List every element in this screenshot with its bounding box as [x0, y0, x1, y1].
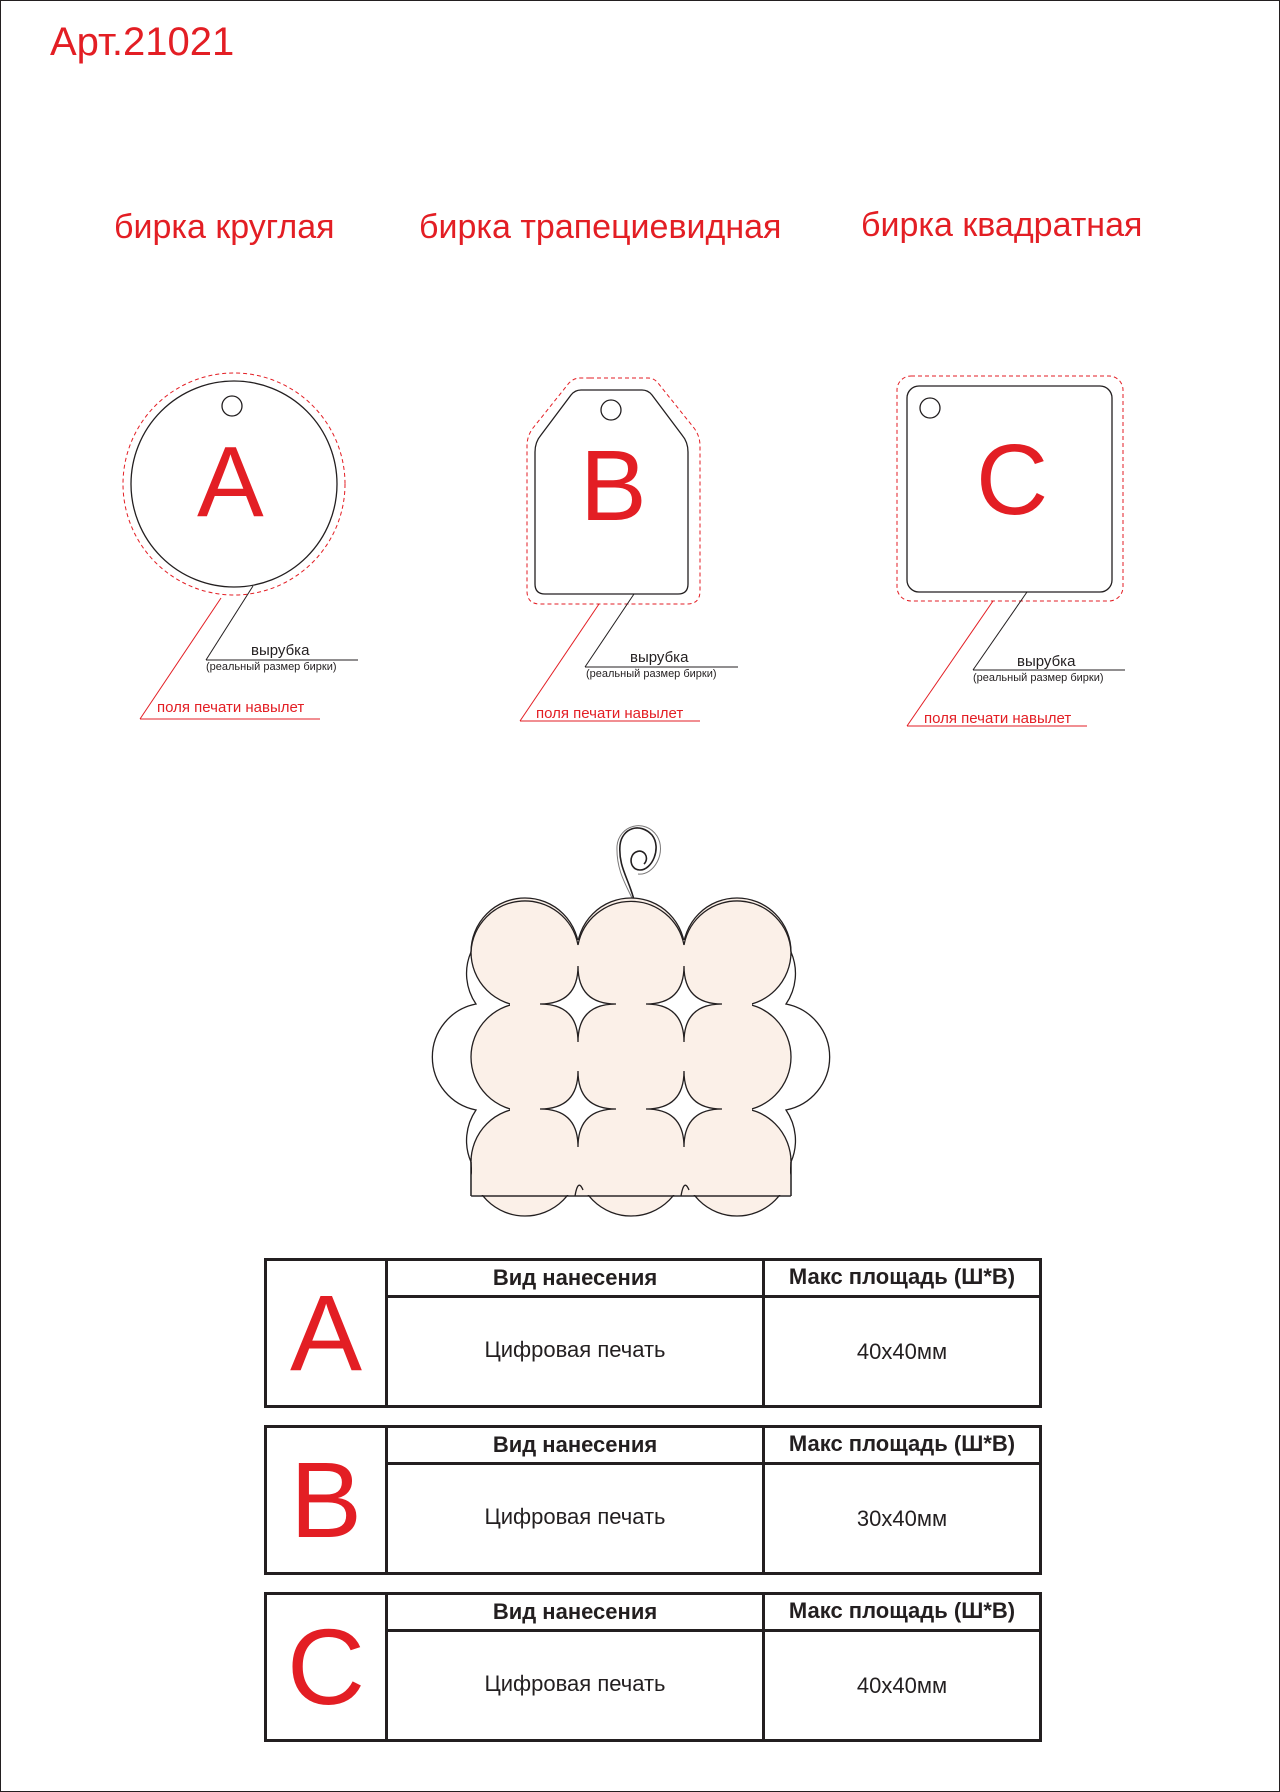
trapezoid-tag-hole	[601, 400, 621, 420]
hanging-hook-icon	[620, 828, 656, 904]
spec-header-method: Вид нанесения	[492, 1432, 658, 1457]
spec-header-method: Вид нанесения	[492, 1599, 658, 1624]
article-number: Арт.21021	[50, 20, 235, 64]
spec-table-c	[264, 1592, 1042, 1742]
square-cut-sublabel: (реальный размер бирки)	[973, 672, 1104, 684]
square-tag-bleed-leader	[907, 601, 993, 726]
round-tag-title: бирка круглая	[114, 208, 335, 246]
spec-method-value: Цифровая печать	[484, 1337, 666, 1362]
spec-method-value: Цифровая печать	[484, 1504, 666, 1529]
spec-table-a	[264, 1258, 1042, 1408]
square-tag-hole	[920, 398, 940, 418]
spec-area-value: 40х40мм	[856, 1339, 948, 1364]
trapezoid-tag-bleed-leader	[520, 604, 599, 721]
round-tag-hole	[222, 396, 242, 416]
square-cut-label: вырубка	[1017, 653, 1076, 670]
round-cut-sublabel: (реальный размер бирки)	[206, 661, 337, 673]
spec-header-method: Вид нанесения	[492, 1265, 658, 1290]
spec-area-value: 30х40мм	[856, 1506, 948, 1531]
spec-header-area: Макс площадь (Ш*В)	[788, 1431, 1016, 1456]
trapezoid-tag-cut-leader	[585, 594, 634, 667]
square-bleed-label: поля печати навылет	[924, 710, 1072, 727]
round-tag-cut-leader	[206, 586, 253, 660]
product-illustration	[432, 826, 829, 1216]
trapezoid-tag-title: бирка трапециевидная	[419, 208, 782, 246]
spec-area-value: 40х40мм	[856, 1673, 948, 1698]
square-tag-title: бирка квадратная	[861, 206, 1143, 244]
spec-letter: B	[289, 1439, 363, 1560]
trapezoid-bleed-label: поля печати навылет	[536, 705, 684, 722]
round-cut-label: вырубка	[251, 642, 310, 659]
spec-letter: A	[289, 1272, 363, 1393]
spec-method-value: Цифровая печать	[484, 1671, 666, 1696]
round-bleed-label: поля печати навылет	[157, 699, 305, 716]
trapezoid-cut-label: вырубка	[630, 649, 689, 666]
square-tag-letter: C	[976, 424, 1049, 536]
round-tag-letter: A	[197, 426, 264, 538]
spec-table-b	[264, 1425, 1042, 1575]
trapezoid-cut-sublabel: (реальный размер бирки)	[586, 668, 717, 680]
spec-header-area: Макс площадь (Ш*В)	[788, 1598, 1016, 1623]
trapezoid-tag-letter: B	[580, 430, 647, 542]
spec-header-area: Макс площадь (Ш*В)	[788, 1264, 1016, 1289]
spec-letter: C	[287, 1606, 365, 1727]
